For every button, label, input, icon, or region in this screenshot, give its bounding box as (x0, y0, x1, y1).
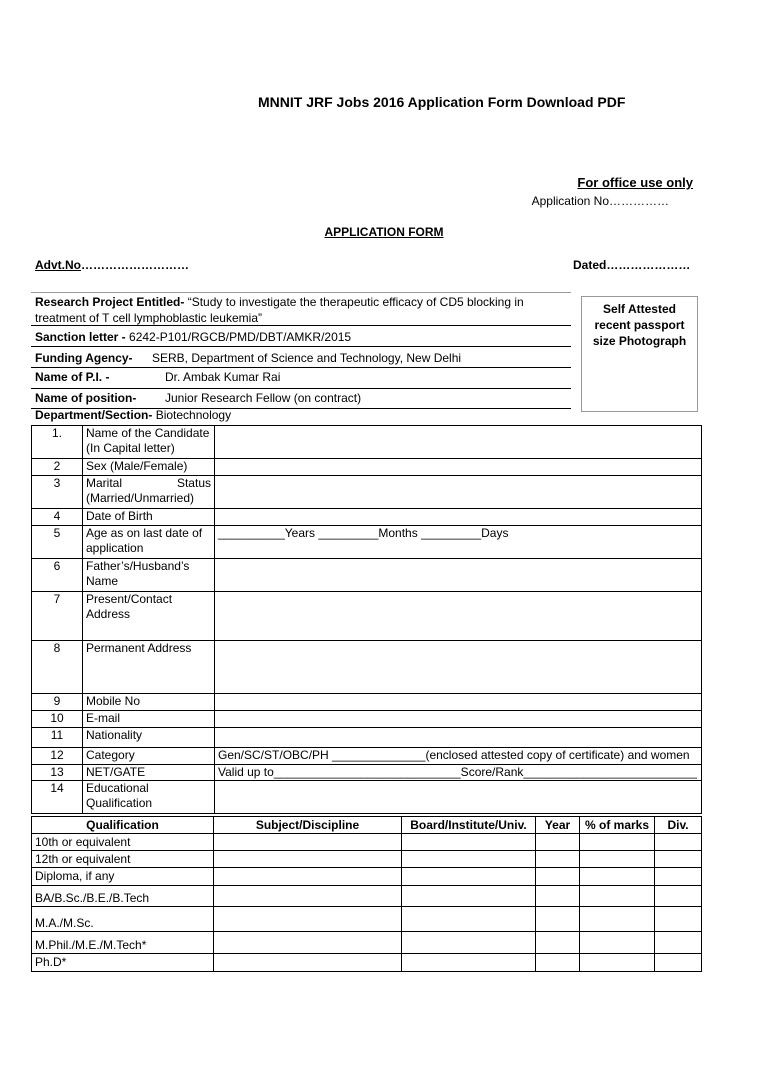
table-row (32, 765, 702, 781)
row-number: 12 (32, 748, 83, 765)
row-number: 10 (32, 711, 83, 728)
field-label: Date of Birth (83, 509, 215, 526)
position-label: Name of position- (35, 391, 137, 405)
field-label: Category (83, 748, 215, 765)
candidate-name-input[interactable] (215, 426, 702, 459)
dob-input[interactable] (215, 509, 702, 526)
subject-cell[interactable] (214, 932, 402, 954)
marks-cell[interactable] (580, 932, 655, 954)
advt-dots: ……………………… (81, 258, 189, 272)
nationality-input[interactable] (215, 728, 702, 748)
board-cell[interactable] (402, 834, 536, 851)
permanent-address-input[interactable] (215, 641, 702, 694)
field-label (83, 559, 215, 592)
dated-field: Dated………………… (573, 258, 691, 272)
table-row (32, 711, 702, 728)
year-cell[interactable] (536, 851, 580, 868)
subject-cell[interactable] (214, 868, 402, 886)
age-input[interactable]: __________Years _________Months _________Days (215, 526, 702, 559)
table-row (32, 526, 702, 559)
marks-cell[interactable] (580, 868, 655, 886)
table-row (32, 592, 702, 641)
subject-cell[interactable] (214, 886, 402, 907)
qualification-name: Diploma, if any (32, 868, 214, 886)
funding-value: SERB, Department of Science and Technology, New Delhi (152, 351, 462, 365)
table-row (32, 932, 702, 954)
div-cell[interactable] (655, 886, 702, 907)
qualification-name: Ph.D* (32, 954, 214, 972)
funding-row (31, 348, 571, 368)
field-label: E-mail (83, 711, 215, 728)
table-row (32, 954, 702, 972)
year-cell[interactable] (536, 932, 580, 954)
div-cell[interactable] (655, 834, 702, 851)
col-header-subject: Subject/Discipline (214, 817, 402, 834)
field-label-text: Age as on last date of (86, 526, 203, 540)
advt-no (35, 258, 189, 272)
div-cell[interactable] (655, 868, 702, 886)
col-header-marks: % of marks (580, 817, 655, 834)
advt-label: Advt.No (35, 258, 81, 272)
field-label-text-2: application (86, 541, 144, 555)
row-number: 4 (32, 509, 83, 526)
sanction-row (31, 327, 571, 347)
candidate-details-table (31, 425, 702, 814)
table-row (32, 559, 702, 592)
subject-cell[interactable] (214, 954, 402, 972)
field-label (83, 426, 215, 459)
div-cell[interactable] (655, 932, 702, 954)
marks-cell[interactable] (580, 907, 655, 932)
board-cell[interactable] (402, 932, 536, 954)
col-header-div: Div. (655, 817, 702, 834)
table-row (32, 748, 702, 765)
marks-cell[interactable] (580, 851, 655, 868)
table-row (32, 868, 702, 886)
field-label-text-2: (Married/Unmarried) (86, 491, 195, 505)
div-cell[interactable] (655, 907, 702, 932)
pi-row (31, 369, 571, 389)
qualification-name: M.A./M.Sc. (32, 907, 214, 932)
pi-value: Dr. Ambak Kumar Rai (165, 370, 281, 384)
year-cell[interactable] (536, 834, 580, 851)
marks-cell[interactable] (580, 886, 655, 907)
field-label-text: Marital (86, 476, 123, 490)
position-value: Junior Research Fellow (on contract) (165, 391, 362, 405)
field-label-text-2: Qualification (86, 796, 153, 810)
row-number: 7 (32, 592, 83, 641)
col-header-year: Year (536, 817, 580, 834)
research-value-cont: treatment of T cell lymphoblastic leukemia” (35, 311, 262, 325)
field-label-text: Father’s/Husband’s (86, 559, 190, 573)
board-cell[interactable] (402, 907, 536, 932)
sanction-label: Sanction letter - (35, 330, 130, 344)
field-label: Permanent Address (83, 641, 215, 694)
educational-qualification-input[interactable] (215, 781, 702, 814)
department-value: Biotechnology (152, 408, 232, 422)
year-cell[interactable] (536, 907, 580, 932)
photo-line-3: size Photograph (592, 334, 687, 348)
subject-cell[interactable] (214, 907, 402, 932)
col-header-board: Board/Institute/Univ. (402, 817, 536, 834)
table-row (32, 641, 702, 694)
field-label: NET/GATE (83, 765, 215, 781)
table-row (32, 694, 702, 711)
field-label (83, 526, 215, 559)
row-number: 2 (32, 459, 83, 476)
qualification-table (31, 816, 702, 972)
photo-line-1: Self Attested (603, 302, 676, 316)
row-number: 6 (32, 559, 83, 592)
photo-box (581, 296, 698, 412)
funding-label: Funding Agency- (35, 351, 133, 365)
field-label (83, 592, 215, 641)
table-row (32, 476, 702, 509)
field-label-text-right: Status (176, 476, 211, 490)
field-label-text-2: Address (86, 607, 131, 621)
research-value: “Study to investigate the therapeutic efficacy of CD5 blocking in (184, 295, 524, 309)
qualification-name: BA/B.Sc./B.E./B.Tech (32, 886, 214, 907)
div-cell[interactable] (655, 851, 702, 868)
field-label (83, 781, 215, 814)
row-number: 13 (32, 765, 83, 781)
board-cell[interactable] (402, 954, 536, 972)
table-row (32, 907, 702, 932)
field-label-text: Educational (86, 781, 149, 795)
row-number: 9 (32, 694, 83, 711)
table-row (32, 851, 702, 868)
application-number: Application No…………… (531, 194, 669, 208)
table-row (32, 886, 702, 907)
research-project-row (31, 294, 571, 326)
father-husband-name-input[interactable] (215, 559, 702, 592)
email-input[interactable] (215, 711, 702, 728)
board-cell[interactable] (402, 851, 536, 868)
year-cell[interactable] (536, 954, 580, 972)
table-row (32, 426, 702, 459)
year-cell[interactable] (536, 886, 580, 907)
row-number: 3 (32, 476, 83, 509)
sanction-value: 6242-P101/RGCB/PMD/DBT/AMKR/2015 (129, 330, 352, 344)
project-info (31, 292, 571, 425)
department-row (31, 407, 571, 424)
form-title: APPLICATION FORM (324, 225, 444, 239)
marital-status-input[interactable] (215, 476, 702, 509)
table-row (32, 781, 702, 814)
office-use-heading: For office use only (577, 175, 693, 190)
table-row (32, 459, 702, 476)
row-number: 8 (32, 641, 83, 694)
field-label: Nationality (83, 728, 215, 748)
qualification-name: 12th or equivalent (32, 851, 214, 868)
sex-input[interactable] (215, 459, 702, 476)
row-number: 14 (32, 781, 83, 814)
subject-cell[interactable] (214, 851, 402, 868)
board-cell[interactable] (402, 886, 536, 907)
department-label: Department/Section- (35, 408, 153, 422)
photo-line-2: recent passport (594, 318, 685, 332)
net-gate-input[interactable]: Valid up to____________________________Score/Rank__________________________ (215, 765, 702, 781)
field-label: Mobile No (83, 694, 215, 711)
table-row (32, 509, 702, 526)
pi-label: Name of P.I. - (35, 370, 110, 384)
mobile-input[interactable] (215, 694, 702, 711)
marks-cell[interactable] (580, 834, 655, 851)
page-title: MNNIT JRF Jobs 2016 Application Form Download PDF (258, 94, 626, 110)
present-address-input[interactable] (215, 592, 702, 641)
marks-cell[interactable] (580, 954, 655, 972)
year-cell[interactable] (536, 868, 580, 886)
div-cell[interactable] (655, 954, 702, 972)
row-number: 1. (32, 426, 83, 459)
field-label-text: Present/Contact (86, 592, 173, 606)
table-row (32, 834, 702, 851)
qualification-name: 10th or equivalent (32, 834, 214, 851)
qualification-name: M.Phil./M.E./M.Tech* (32, 932, 214, 954)
subject-cell[interactable] (214, 834, 402, 851)
row-number: 11 (32, 728, 83, 748)
field-label-text-2: (In Capital letter) (86, 441, 175, 455)
field-label (83, 476, 215, 509)
category-input[interactable]: Gen/SC/ST/OBC/PH ______________(enclosed attested copy of certificate) and women (215, 748, 702, 765)
table-row (32, 728, 702, 748)
research-label: Research Project Entitled- (35, 295, 185, 309)
field-label-text-2: Name (86, 574, 119, 588)
board-cell[interactable] (402, 868, 536, 886)
field-label-text: Name of the Candidate (86, 426, 210, 440)
qualification-header-row (32, 817, 702, 834)
col-header-qualification: Qualification (32, 817, 214, 834)
field-label: Sex (Male/Female) (83, 459, 215, 476)
row-number: 5 (32, 526, 83, 559)
